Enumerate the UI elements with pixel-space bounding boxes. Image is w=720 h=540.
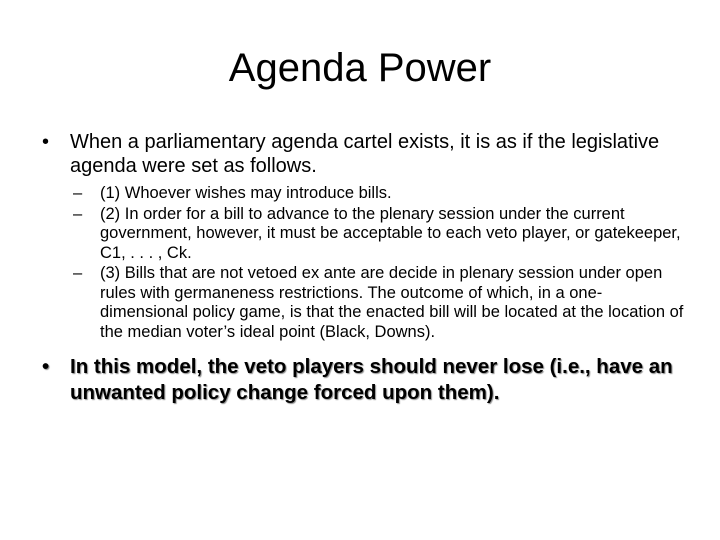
sub-bullet-item	[40, 205, 690, 264]
bullet-item	[40, 130, 690, 178]
slide-title: Agenda Power	[228, 46, 492, 90]
slide-body	[40, 130, 690, 406]
bullet-text: In this model, the veto players should never lose (i.e., have an unwanted policy change forced upon them).	[70, 355, 673, 404]
bullet-dot-icon: •	[42, 131, 50, 153]
dash-icon: –	[73, 204, 83, 223]
sub-bullet-text: (1) Whoever wishes may introduce bills.	[100, 184, 392, 202]
sub-bullet-text: (2) In order for a bill to advance to the plenary session under the current government, however, it must be acceptable to each veto player, or gatekeeper, C1, . . . , Ck.	[100, 204, 681, 262]
sub-bullet-list	[40, 184, 690, 342]
sub-bullet-item	[40, 264, 690, 342]
bullet-text: When a parliamentary agenda cartel exists, it is as if the legislative agenda were set as follows.	[70, 131, 660, 177]
bullet-dot-icon: •	[42, 355, 50, 378]
sub-bullet-item	[40, 184, 690, 204]
bullet-item-emphasis	[40, 354, 690, 406]
dash-icon: –	[73, 264, 83, 282]
sub-bullet-text: (3) Bills that are not vetoed ex ante are decide in plenary session under open rules with germaneness restrictions. The outcome of which, in a one-dimensional policy game, is that the enacted bill will be located at the location of the median voter’s ideal point (Black, Downs).	[100, 264, 684, 341]
dash-icon: –	[73, 184, 83, 202]
